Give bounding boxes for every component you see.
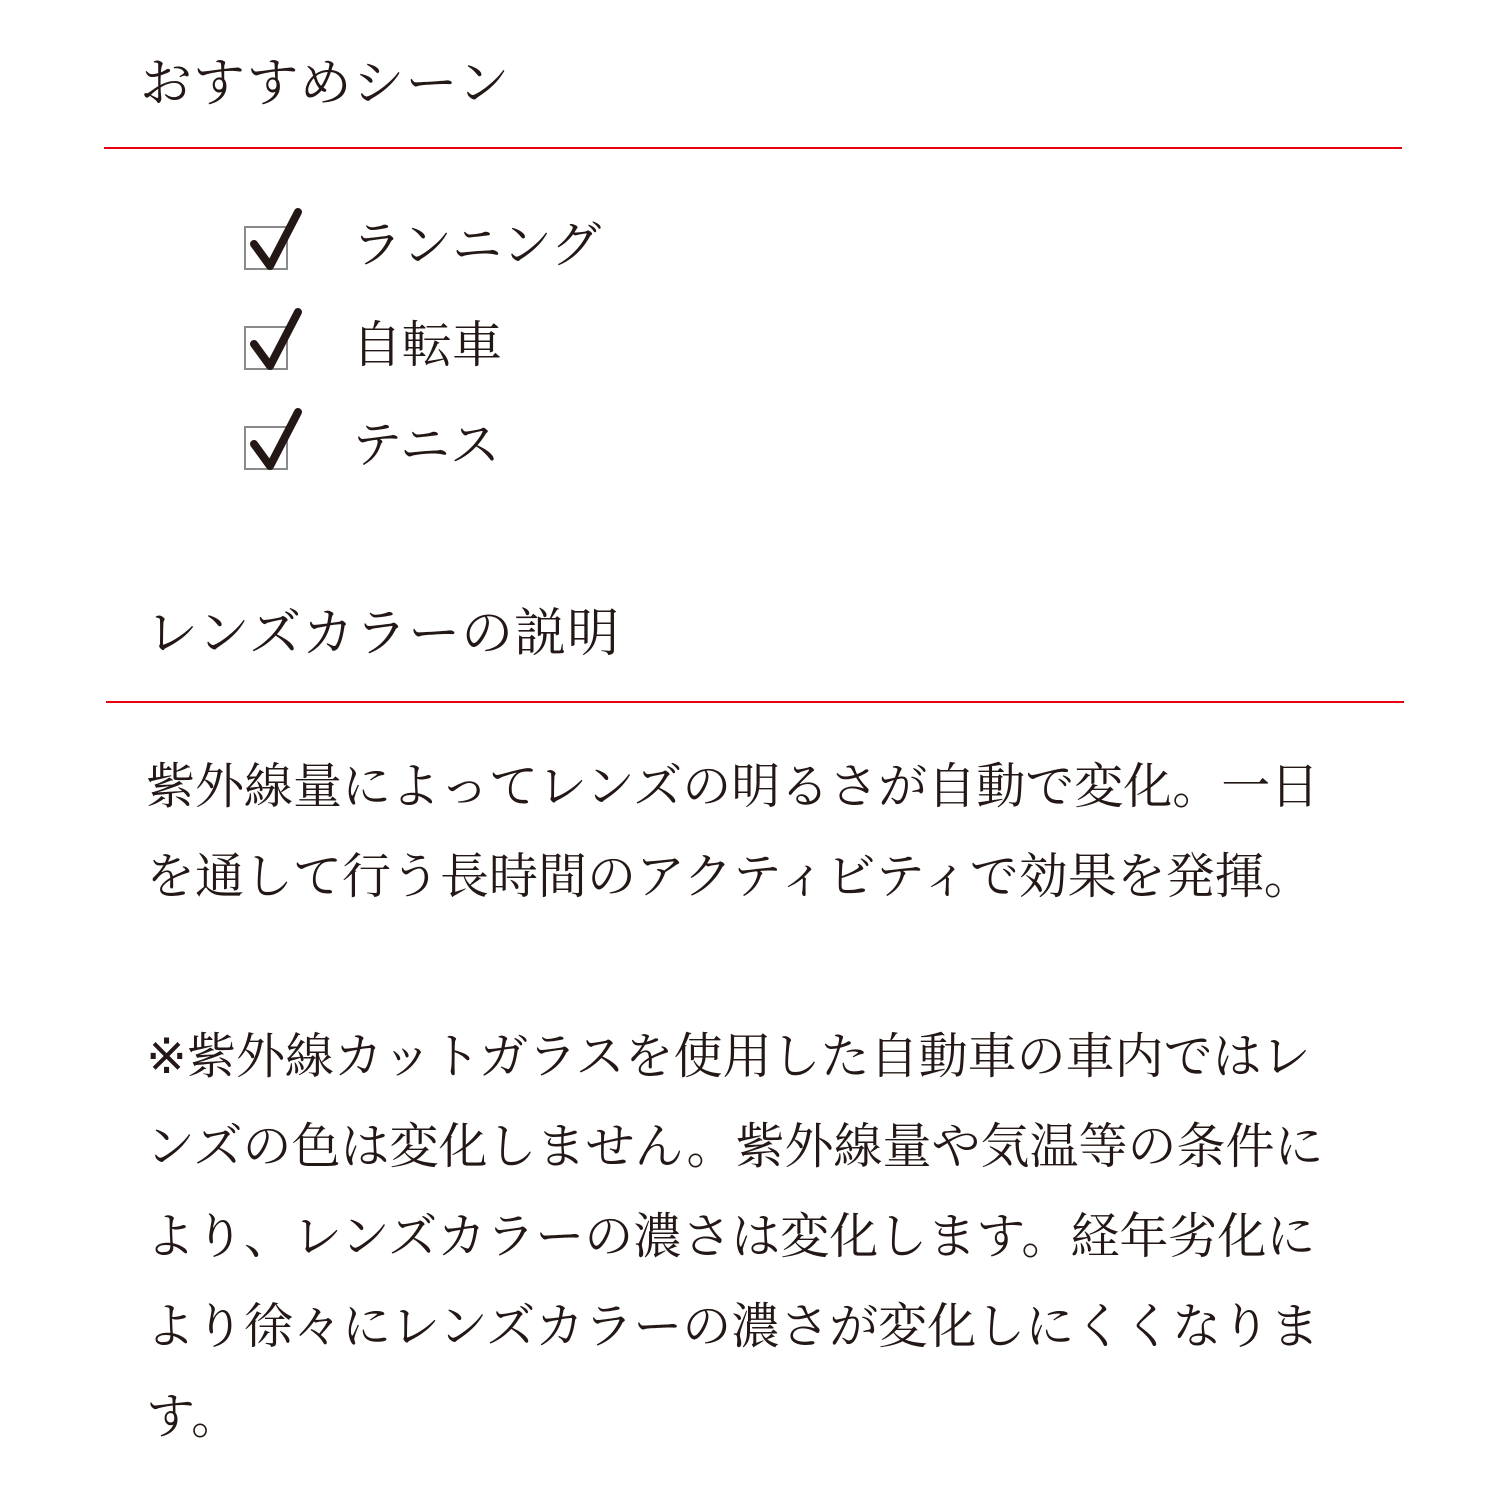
note-line: ※紫外線カットガラスを使用した自動車の車内ではレ <box>146 1028 1311 1085</box>
check-mark-icon <box>248 408 304 472</box>
lens-color-heading: レンズカラーの説明 <box>146 604 621 664</box>
scene-item-tennis <box>244 408 844 488</box>
scene-label: テニス <box>352 416 500 474</box>
description-line: 紫外線量によってレンズの明るさが自動で変化。一日 <box>146 758 1320 815</box>
description-line: を通して行う長時間のアクティビティで効果を発揮。 <box>146 848 1313 905</box>
scene-item-bicycle <box>244 308 844 388</box>
scene-item-running <box>244 208 844 288</box>
note-line: より徐々にレンズカラーの濃さが変化しにくくなりま <box>146 1298 1320 1355</box>
check-mark-icon <box>248 308 304 372</box>
scene-label: ランニング <box>352 216 601 274</box>
note-line: ンズの色は変化しません。紫外線量や気温等の条件に <box>146 1118 1324 1175</box>
recommended-scenes-heading: おすすめシーン <box>140 54 511 114</box>
lens-note <box>146 1012 1386 1462</box>
recommended-scenes-divider <box>104 147 1402 149</box>
note-line: す。 <box>146 1388 241 1445</box>
scene-label: 自転車 <box>352 316 502 374</box>
lens-color-divider <box>106 701 1404 703</box>
note-line: より、レンズカラーの濃さは変化します。経年劣化に <box>146 1208 1316 1265</box>
check-mark-icon <box>248 208 304 272</box>
lens-description <box>146 742 1386 922</box>
